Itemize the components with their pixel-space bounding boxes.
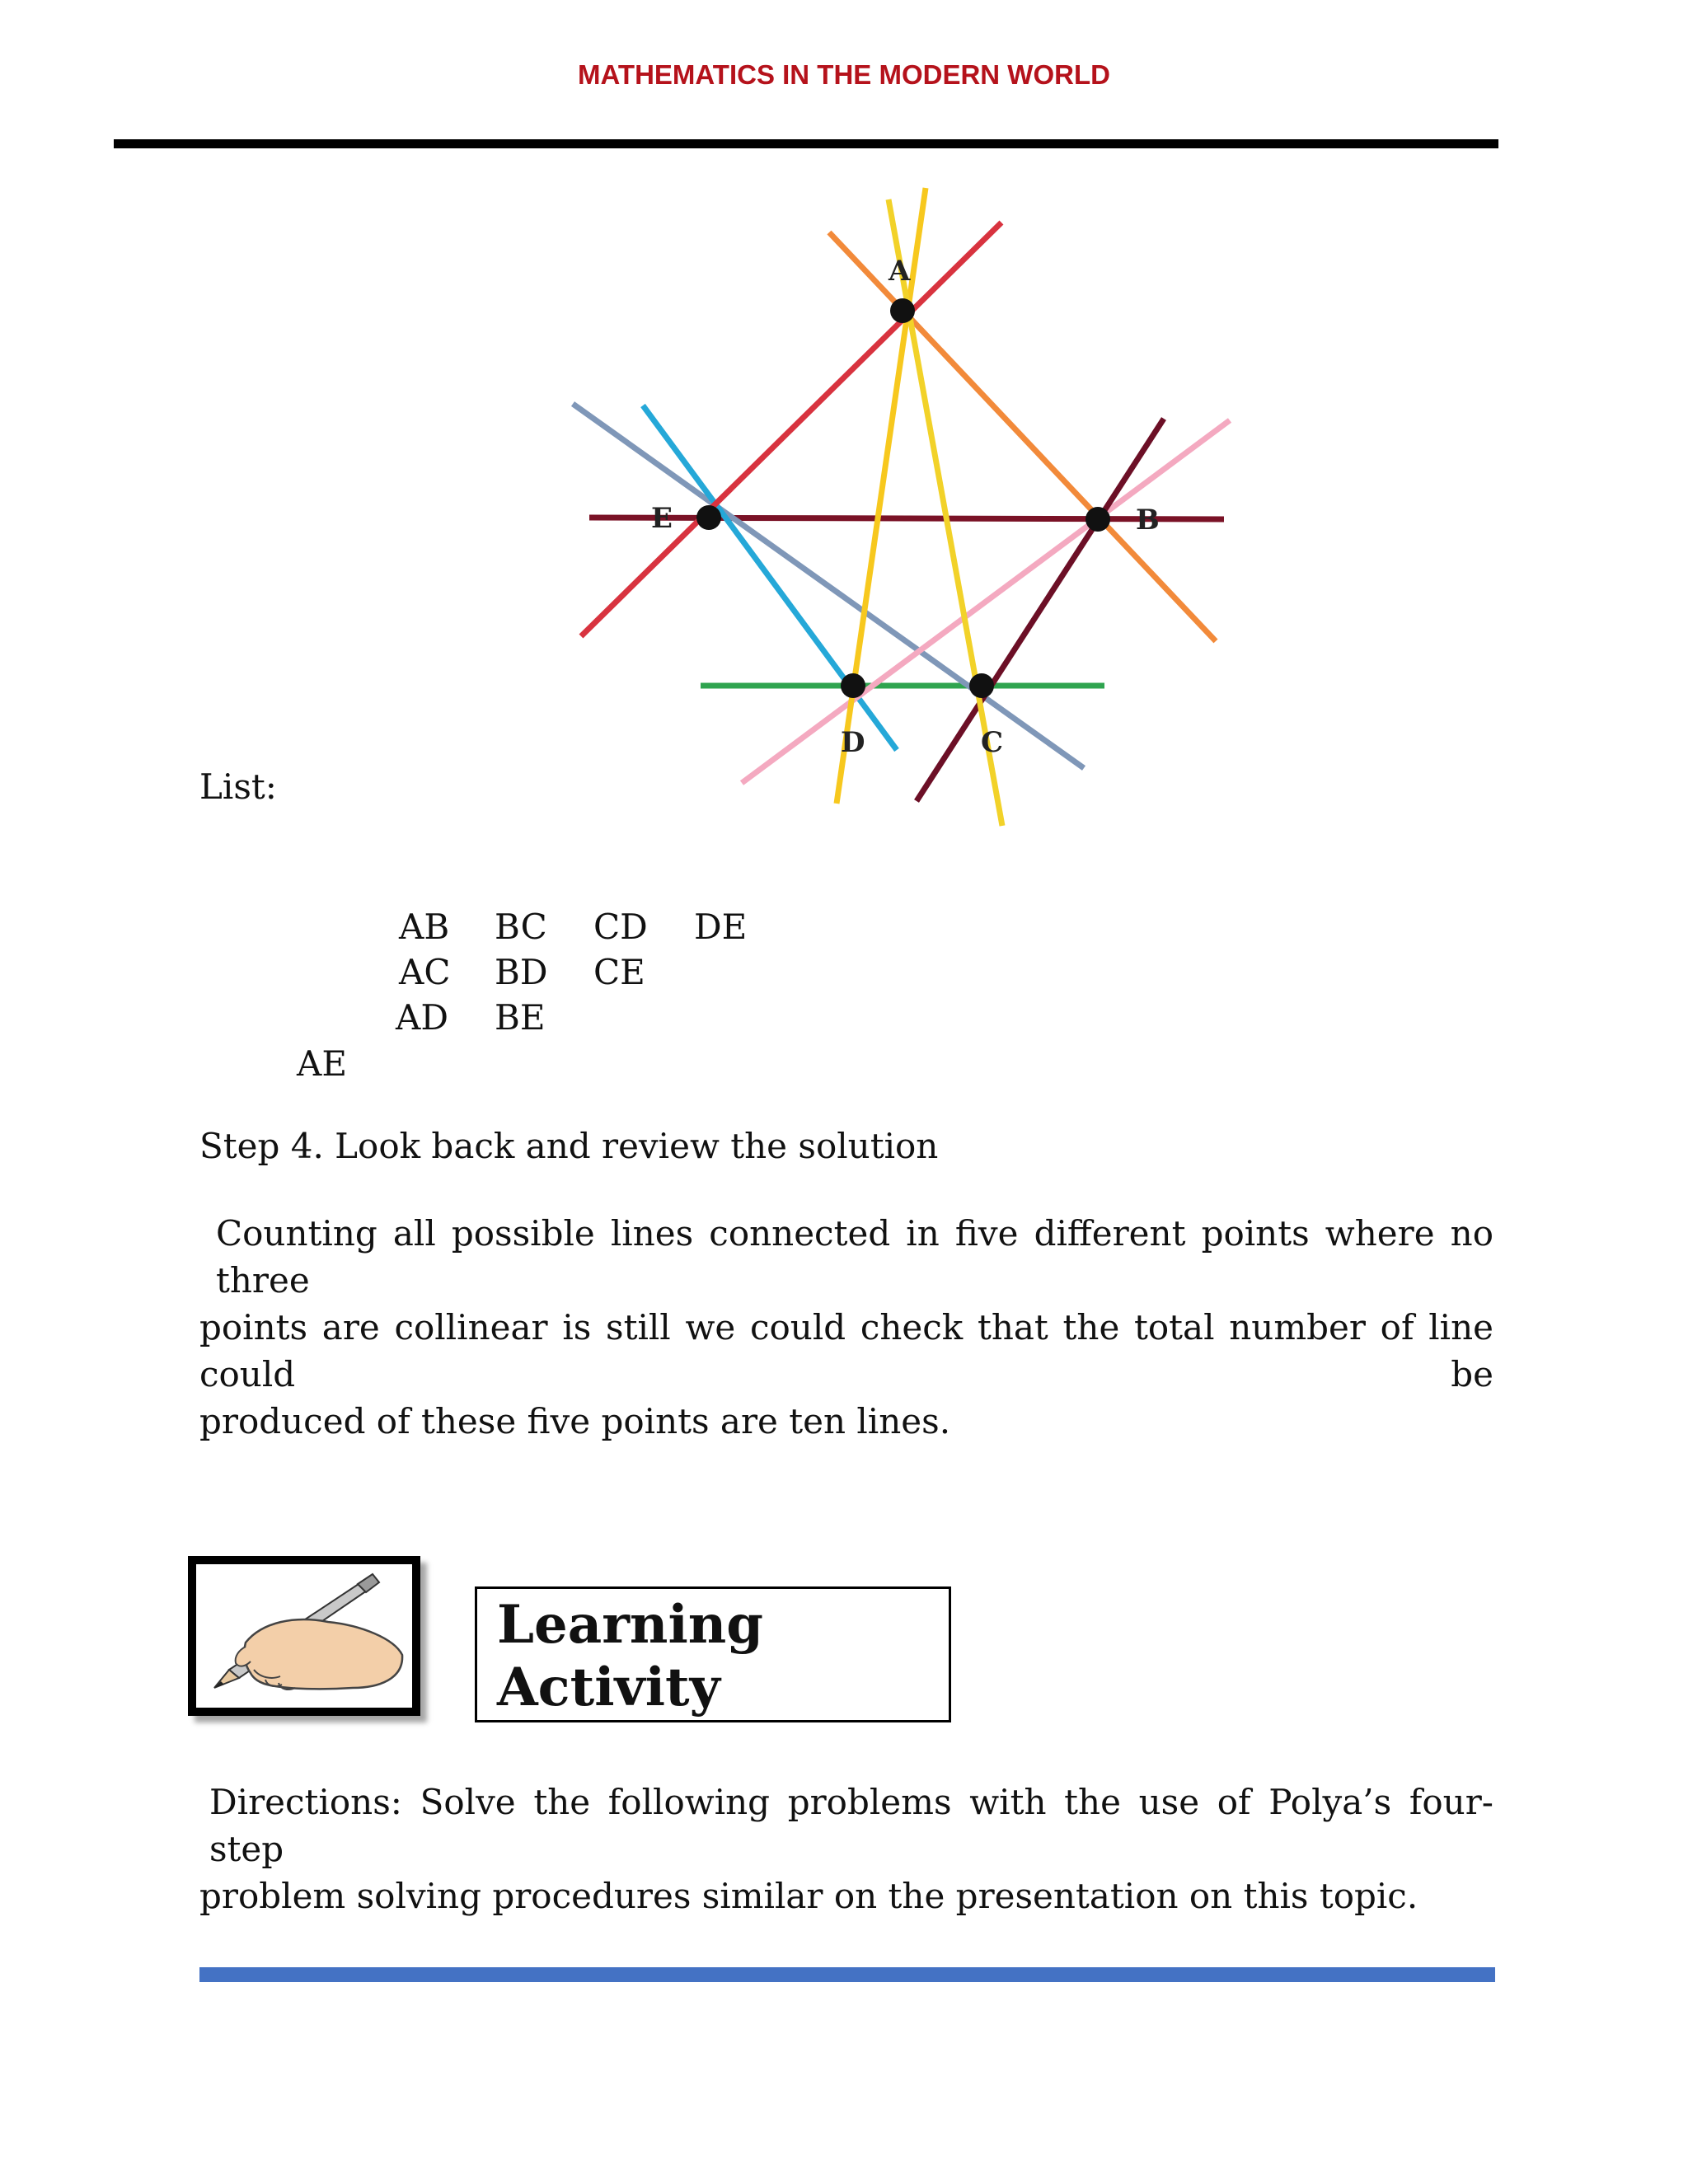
pair-de: DE: [694, 907, 748, 947]
line-be: [589, 518, 1224, 519]
page-header-title: MATHEMATICS IN THE MODERN WORLD: [578, 59, 1110, 90]
label-e: E: [651, 502, 673, 535]
pair-ae: AE: [297, 1043, 347, 1084]
bottom-rule: [199, 1967, 1495, 1982]
label-c: C: [981, 726, 1004, 759]
five-points-lines-figure: [544, 181, 1286, 841]
pair-be: BE: [495, 997, 546, 1038]
point-b: [1085, 507, 1110, 532]
pair-ac: AC: [399, 952, 451, 992]
header-rule: [114, 139, 1498, 148]
step4-paragraph: [199, 1210, 1493, 1445]
step4-line-1: Counting all possible lines connected in five different points where no three: [216, 1213, 1493, 1301]
step4-line-2: points are collinear is still we could check that the total number of line could be: [199, 1307, 1493, 1394]
pair-cd: CD: [593, 907, 648, 947]
point-a: [890, 298, 915, 323]
step4-line-3: produced of these five points are ten lines.: [199, 1401, 951, 1441]
point-e: [696, 505, 721, 530]
line-ad: [837, 188, 926, 804]
line-ae: [581, 223, 1001, 636]
label-b: B: [1136, 504, 1160, 537]
point-c: [969, 673, 994, 698]
line-bc: [917, 419, 1164, 801]
pair-ce: CE: [593, 952, 645, 992]
pair-bc: BC: [495, 907, 547, 947]
learning-activity-title-line-1: Learning: [497, 1594, 764, 1656]
pair-ad: AD: [396, 997, 449, 1038]
pair-bd: BD: [495, 952, 548, 992]
pair-ab: AB: [399, 907, 450, 947]
hand-writing-pencil-icon: [196, 1564, 412, 1708]
point-d: [841, 673, 865, 698]
learning-activity-title-box: [475, 1586, 951, 1722]
five-points-lines-svg: [544, 181, 1286, 841]
label-d: D: [841, 726, 865, 759]
directions-line-2: problem solving procedures similar on the presentation on this topic.: [199, 1876, 1418, 1916]
learning-activity-icon-box: [188, 1556, 420, 1716]
label-a: A: [889, 255, 911, 288]
directions-paragraph: [199, 1779, 1493, 1919]
directions-line-1: Directions: Solve the following problems with the use of Polya’s four-step: [209, 1782, 1493, 1869]
list-label: List:: [199, 766, 277, 807]
learning-activity-title-line-2: Activity: [497, 1657, 720, 1718]
step4-heading: Step 4. Look back and review the solution: [199, 1126, 939, 1166]
